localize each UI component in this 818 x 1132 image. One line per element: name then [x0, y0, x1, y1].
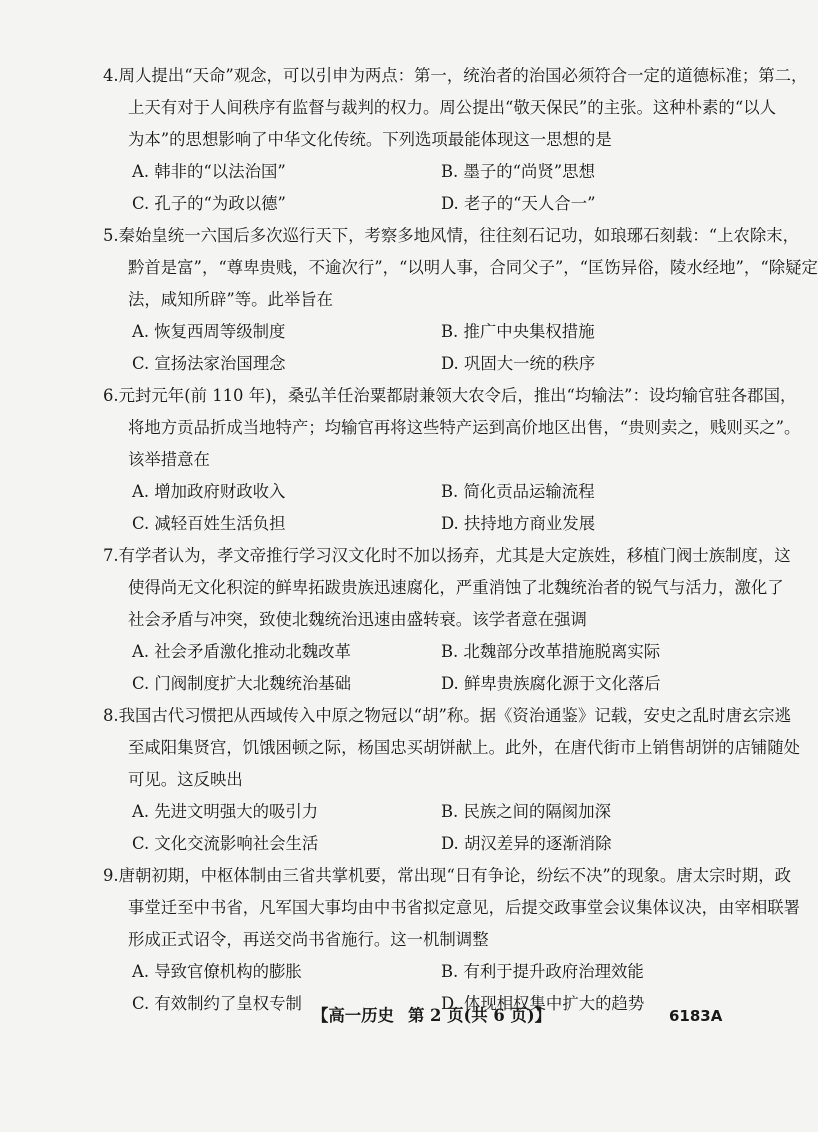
question-number: 7. — [103, 546, 119, 565]
option-c[interactable]: C. 有效制约了皇权专制 — [132, 994, 302, 1013]
option-d[interactable]: D. 老子的“天人合一” — [441, 194, 596, 213]
footer-page-number: 第 2 页(共 6 页)】 — [407, 1006, 552, 1025]
question-text: 事堂迁至中书省，凡军国大事均由中书省拟定意见，后提交政事堂会议集体议决，由宰相联署 — [128, 898, 801, 917]
question-9 — [0, 860, 800, 1020]
option-b[interactable]: B. 北魏部分改革措施脱离实际 — [441, 642, 661, 661]
question-7 — [0, 540, 800, 700]
question-text: 至咸阳集贤宫，饥饿困顿之际，杨国忠买胡饼献上。此外，在唐代街市上销售胡饼的店铺随处 — [128, 738, 801, 757]
option-a[interactable]: A. 导致官僚机构的膨胀 — [132, 962, 302, 981]
question-text: 6.元封元年(前 110 年)，桑弘羊任治粟都尉兼领大农令后，推出“均输法”：设均输官驻各郡国， — [103, 386, 797, 405]
option-b[interactable]: B. 简化贡品运输流程 — [441, 482, 595, 501]
question-number: 4. — [103, 66, 119, 85]
footer-subject: 【高一历史 — [312, 1006, 394, 1025]
option-c[interactable]: C. 门阀制度扩大北魏统治基础 — [132, 674, 352, 693]
option-group — [132, 156, 728, 220]
page-footer — [0, 1000, 800, 1032]
question-8 — [0, 700, 800, 860]
option-d[interactable]: D. 鲜卑贵族腐化源于文化落后 — [441, 674, 661, 693]
option-group — [132, 476, 728, 540]
question-text: 9.唐朝初期，中枢体制由三省共掌机要，常出现“日有争论，纷纭不决”的现象。唐太宗时期，政 — [103, 866, 792, 885]
option-d[interactable]: D. 扶持地方商业发展 — [441, 514, 596, 533]
option-d[interactable]: D. 胡汉差异的逐渐消除 — [441, 834, 612, 853]
footer-page-info — [312, 1000, 551, 1032]
option-c[interactable]: C. 减轻百姓生活负担 — [132, 514, 286, 533]
question-number: 6. — [103, 386, 119, 405]
option-b[interactable]: B. 墨子的“尚贤”思想 — [441, 162, 595, 181]
option-a[interactable]: A. 增加政府财政收入 — [132, 482, 286, 501]
option-group — [132, 636, 728, 700]
question-text: 5.秦始皇统一六国后多次巡行天下，考察多地风情，往往刻石记功，如琅琊石刻载：“上农除末， — [103, 226, 800, 245]
question-text: 可见。这反映出 — [128, 770, 243, 789]
question-5 — [0, 220, 818, 380]
question-text: 社会矛盾与冲突，致使北魏统治迅速由盛转衰。该学者意在强调 — [128, 610, 587, 629]
option-d[interactable]: D. 巩固大一统的秩序 — [441, 354, 596, 373]
question-text: 4.周人提出“天命”观念，可以引申为两点：第一，统治者的治国必须符合一定的道德标准；第二， — [103, 66, 808, 85]
question-6 — [0, 380, 800, 540]
option-c[interactable]: C. 孔子的“为政以德” — [132, 194, 286, 213]
option-a[interactable]: A. 韩非的“以法治国” — [132, 162, 286, 181]
question-text: 黔首是富”，“尊卑贵贱，不逾次行”，“以明人事，合同父子”，“匡饬异俗，陵水经地”，“除疑定 — [128, 258, 818, 277]
option-b[interactable]: B. 民族之间的隔阂加深 — [441, 802, 611, 821]
footer-exam-code: 6183A — [669, 1007, 723, 1025]
question-text: 上天有对于人间秩序有监督与裁判的权力。周公提出“敬天保民”的主张。这种朴素的“以人 — [128, 98, 776, 117]
question-4 — [0, 60, 808, 220]
question-text: 7.有学者认为，孝文帝推行学习汉文化时不加以扬弃，尤其是大定族姓，移植门阀士族制度，这 — [103, 546, 791, 565]
option-d[interactable]: D. 体现相权集中扩大的趋势 — [441, 994, 645, 1013]
question-number: 9. — [103, 866, 119, 885]
option-b[interactable]: B. 有利于提升政府治理效能 — [441, 962, 644, 981]
question-text: 该举措意在 — [128, 450, 210, 469]
option-a[interactable]: A. 恢复西周等级制度 — [132, 322, 286, 341]
question-text: 使得尚无文化积淀的鲜卑拓跋贵族迅速腐化，严重消蚀了北魏统治者的锐气与活力，激化了 — [128, 578, 784, 597]
question-number: 8. — [103, 706, 119, 725]
question-list — [0, 60, 818, 1020]
question-text: 法，咸知所辟”等。此举旨在 — [128, 290, 334, 309]
question-text: 为本”的思想影响了中华文化传统。下列选项最能体现这一思想的是 — [128, 130, 612, 149]
option-a[interactable]: A. 社会矛盾激化推动北魏改革 — [132, 642, 351, 661]
question-number: 5. — [103, 226, 119, 245]
option-c[interactable]: C. 宣扬法家治国理念 — [132, 354, 286, 373]
option-group — [132, 796, 728, 860]
option-b[interactable]: B. 推广中央集权措施 — [441, 322, 595, 341]
question-text: 形成正式诏令，再送交尚书省施行。这一机制调整 — [128, 930, 489, 949]
question-text: 8.我国古代习惯把从西域传入中原之物冠以“胡”称。据《资治通鉴》记载，安史之乱时唐玄宗逃 — [103, 706, 792, 725]
option-c[interactable]: C. 文化交流影响社会生活 — [132, 834, 319, 853]
option-a[interactable]: A. 先进文明强大的吸引力 — [132, 802, 319, 821]
question-text: 将地方贡品折成当地特产；均输官再将这些特产运到高价地区出售，“贵则卖之，贱则买之”。 — [128, 418, 801, 437]
option-group — [132, 316, 728, 380]
